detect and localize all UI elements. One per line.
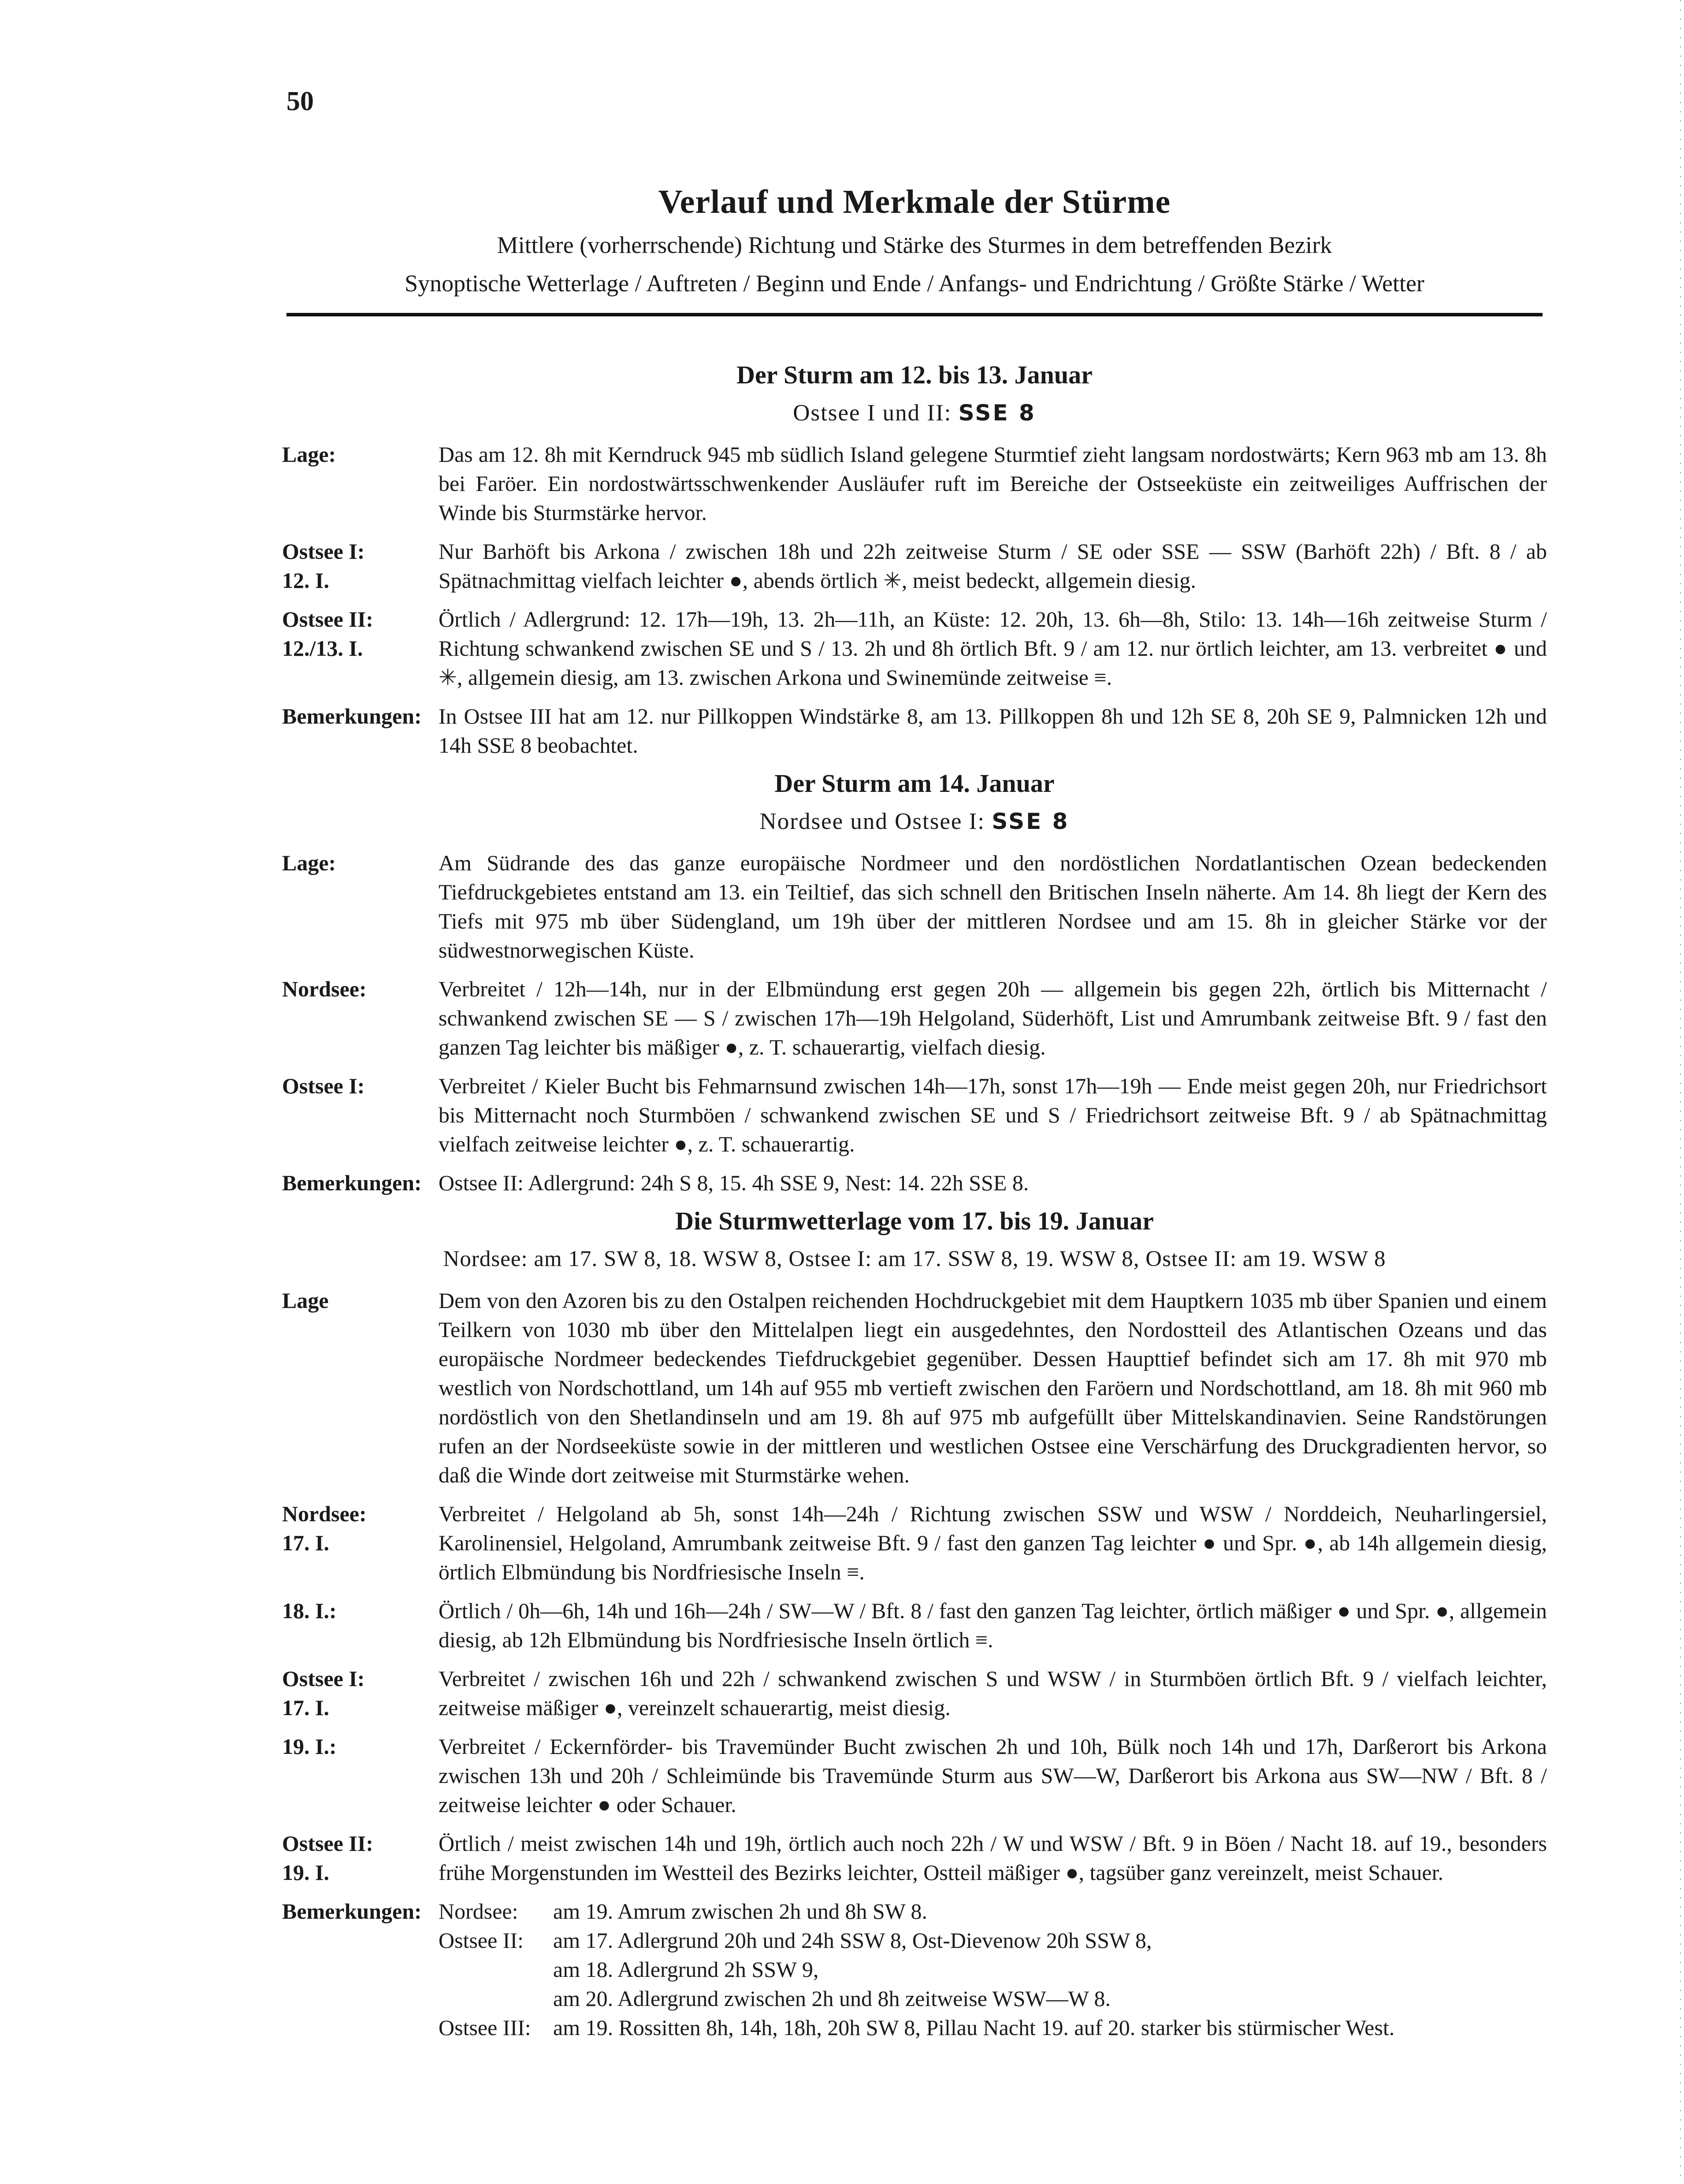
entry-text: Örtlich / 0h—6h, 14h und 16h—24h / SW—W / Bft. 8 / fast den ganzen Tag leichter, örtlich mäßiger ● und Spr. ●, allgemein diesig, ab 12h Elbmündung bis Nordfriesische Inseln örtlich ≡. (439, 1598, 1547, 1652)
entry-ostsee-1-19 (282, 1732, 1547, 1819)
entry-text: Nur Barhöft bis Arkona / zwischen 18h und 22h zeitweise Sturm / SE oder SSE — SSW (Barhöft 22h) / Bft. 8 / ab Spätnachmittag vielfach leichter ●, abends örtlich ✳, meist bedeckt, allgemein diesig. (439, 539, 1547, 593)
entry-label: Lage (282, 1288, 329, 1313)
entry-label: Ostsee I: 12. I. (282, 539, 365, 593)
remark-text: am 17. Adlergrund 20h und 24h SSW 8, Ost-Dievenow 20h SSW 8, (553, 1928, 1152, 1953)
remark-region: Nordsee: (439, 1899, 518, 1924)
remark-text: am 19. Rossitten 8h, 14h, 18h, 20h SW 8, Pillau Nacht 19. auf 20. starker bis stürmischer West. (553, 2015, 1395, 2040)
remark-line: am 20. Adlergrund zwischen 2h und 8h zeitweise WSW—W 8. (553, 1986, 1111, 2011)
region-label: Nordsee und Ostsee I: (759, 809, 992, 834)
page-subtitle-2: Synoptische Wetterlage / Auftreten / Beginn und Ende / Anfangs- und Endrichtung / Größte Stärke / Wetter (405, 270, 1424, 297)
storm-strength: SSE 8 (992, 809, 1070, 834)
entry-bemerkungen (282, 702, 1547, 760)
storm-section-3 (282, 1202, 1547, 2042)
section-title: Die Sturmwetterlage vom 17. bis 19. Januar (675, 1207, 1154, 1235)
entry-text: Verbreitet / zwischen 16h und 22h / schwankend zwischen S und WSW / in Sturmböen örtlich Bft. 9 / vielfach leichter, zeitweise mäßiger ●, vereinzelt schauerartig, meist diesig. (439, 1666, 1547, 1720)
entry-text: Verbreitet / Helgoland ab 5h, sonst 14h—24h / Richtung zwischen SSW und WSW / Norddeich, Neuharlingersiel, Karolinensiel, Helgoland, Amrumbank zeitweise Bft. 9 / fast den ganzen Tag leichter ● und Spr. ●, ab 14h allgemein diesig, örtlich Elbmündung bis Nordfriesische Inseln ≡. (439, 1501, 1547, 1584)
entry-text: In Ostsee III hat am 12. nur Pillkoppen Windstärke 8, am 13. Pillkoppen 8h und 12h SE 8, 20h SE 9, Palmnicken 12h und 14h SSE 8 beobachtet. (439, 704, 1547, 758)
entry-label: 19. I.: (282, 1734, 337, 1759)
entry-text: Am Südrande des das ganze europäische Nordmeer und den nordöstlichen Nordatlantischen Ozean bedeckenden Tiefdruckgebietes entstand am 13. ein Teiltief, das sich schnell den Britischen Inseln näherte. Am 14. 8h liegt der Kern des Tiefs mit 975 mb über Südengland, um 19h über der mittleren Nordsee und am 15. 8h in gleicher Stärke vor der südwestnorwegischen Küste. (439, 851, 1547, 962)
entry-label: Ostsee I: 17. I. (282, 1666, 365, 1720)
section-region (282, 394, 1547, 432)
page-number: 50 (286, 86, 314, 116)
entry-ostsee-2 (282, 605, 1547, 692)
section-region: Nordsee: am 17. SW 8, 18. WSW 8, Ostsee I: am 17. SSW 8, 19. WSW 8, Ostsee II: am 19. WSW 8 (443, 1247, 1386, 1271)
entry-ostsee-1-17 (282, 1664, 1547, 1722)
header-rule (286, 313, 1543, 316)
entry-label: Lage: (282, 442, 336, 467)
entry-text: Ostsee II: Adlergrund: 24h S 8, 15. 4h SSE 9, Nest: 14. 22h SSE 8. (439, 1170, 1029, 1195)
entry-text: Das am 12. 8h mit Kerndruck 945 mb südlich Island gelegene Sturmtief zieht langsam nordostwärts; Kern 963 mb am 13. 8h bei Faröer. Ein nordostwärtsschwenkender Ausläufer ruft im Bereiche der Ostseeküste ein zeitweiliges Auffrischen der Winde bis Sturmstärke hervor. (439, 442, 1547, 525)
remark-region: Ostsee II: (439, 1928, 524, 1953)
entry-nordsee-18 (282, 1596, 1547, 1654)
remarks-block (282, 1897, 1547, 2042)
entry-label: Nordsee: (282, 977, 367, 1001)
storm-section-2 (282, 765, 1547, 1207)
entry-label: Nordsee: 17. I. (282, 1501, 367, 1555)
entry-label: Lage: (282, 851, 336, 875)
entry-text: Dem von den Azoren bis zu den Ostalpen reichenden Hochdruckgebiet mit dem Hauptkern 1035 mb über Spanien und einem Teilkern von 1030 mb über den Mittelalpen liegt ein ausgedehntes, den Nordostteil des Atlantischen Ozeans und das europäische Nordmeer bedeckendes Tiefdruckgebiet gegenüber. Dessen Haupttief befindet sich am 17. 8h mit 970 mb westlich von Nordschottland, um 14h auf 955 mb vertieft zwischen den Faröern und Nordschottland, am 18. 8h mit 960 mb nordöstlich von den Shetlandinseln und am 19. 8h auf 975 mb aufgefüllt über Mittelskandinavien. Seine Randstörungen rufen an der Nordseeküste sowie in der mittleren und westlichen Ostsee eine Verschärfung des Druckgradienten hervor, so daß die Winde dort zeitweise mit Sturmstärke wehen. (439, 1288, 1547, 1487)
entry-label: Bemerkungen: (282, 1170, 422, 1195)
section-title: Der Sturm am 12. bis 13. Januar (736, 360, 1093, 389)
region-label: Ostsee I und II: (793, 400, 959, 426)
entry-label: Bemerkungen: (282, 704, 422, 728)
entry-text: Verbreitet / 12h—14h, nur in der Elbmündung erst gegen 20h — allgemein bis gegen 22h, örtlich bis Mitternacht / schwankend zwischen SE — S / zwischen 17h—19h Helgoland, Süderhöft, List und Amrumbank zeitweise Bft. 9 / fast den ganzen Tag leichter bis mäßiger ●, z. T. schauerartig, vielfach diesig. (439, 977, 1547, 1059)
entry-label: Ostsee II: 19. I. (282, 1831, 373, 1885)
storm-strength: SSE 8 (958, 400, 1036, 426)
entry-text: Verbreitet / Kieler Bucht bis Fehmarnsund zwischen 14h—17h, sonst 17h—19h — Ende meist gegen 20h, nur Friedrichsort bis Mitternacht noch Sturmböen / schwankend zwischen SE und S / Friedrichsort zeitweise Bft. 9 / ab Spätnachmittag vielfach zeitweise leichter ●, z. T. schauerartig. (439, 1073, 1547, 1156)
entry-nordsee (282, 974, 1547, 1062)
section-region (282, 802, 1547, 840)
entry-lage (282, 440, 1547, 527)
page-title: Verlauf und Merkmale der Stürme (658, 183, 1171, 220)
remark-line: am 18. Adlergrund 2h SSW 9, (553, 1957, 819, 1982)
entry-label: Ostsee II: 12./13. I. (282, 607, 373, 661)
entry-bemerkungen (282, 1168, 1547, 1197)
remark-region: Ostsee III: (439, 2015, 531, 2040)
remark-ostsee-3 (282, 2013, 1547, 2042)
remark-ostsee-2 (282, 1926, 1547, 1955)
entry-text: Örtlich / Adlergrund: 12. 17h—19h, 13. 2h—11h, an Küste: 12. 20h, 13. 6h—8h, Stilo: 13. 14h—16h zeitweise Sturm / Richtung schwankend zwischen SE und S / 13. 2h und 8h örtlich Bft. 9 / am 12. nur örtlich leichter, am 13. verbreitet ● und ✳, allgemein diesig, am 13. zwischen Arkona und Swinemünde zeitweise ≡. (439, 607, 1547, 690)
page-subtitle-1: Mittlere (vorherrschende) Richtung und Stärke des Sturmes in dem betreffenden Bezirk (497, 232, 1332, 258)
section-title: Der Sturm am 14. Januar (774, 769, 1055, 798)
entry-label: Ostsee I: (282, 1073, 365, 1098)
entry-text: Örtlich / meist zwischen 14h und 19h, örtlich auch noch 22h / W und WSW / Bft. 9 in Böen / Nacht 18. auf 19., besonders frühe Morgenstunden im Westteil des Bezirks leichter, Ostteil mäßiger ●, tagsüber ganz vereinzelt, meist Schauer. (439, 1831, 1547, 1885)
scan-edge-marks (1671, 0, 1684, 2184)
entry-nordsee-17 (282, 1499, 1547, 1586)
entry-ostsee-1 (282, 1071, 1547, 1159)
remark-nordsee (282, 1897, 1547, 1926)
entry-text: Verbreitet / Eckernförder- bis Travemünder Bucht zwischen 2h und 10h, Bülk noch 14h und 17h, Darßerort bis Arkona zwischen 13h und 20h / Schleimünde bis Travemünde Sturm aus SW—W, Darßerort bis Arkona aus SW—NW / Bft. 8 / zeitweise leichter ● oder Schauer. (439, 1734, 1547, 1817)
entry-ostsee-2-19 (282, 1829, 1547, 1887)
entry-lage (282, 848, 1547, 965)
entry-label: 18. I.: (282, 1598, 337, 1623)
remark-text: am 19. Amrum zwischen 2h und 8h SW 8. (553, 1899, 927, 1924)
entry-lage (282, 1286, 1547, 1489)
storm-section-1 (282, 356, 1547, 769)
entry-ostsee-1 (282, 537, 1547, 595)
remarks-label: Bemerkungen: (282, 1899, 422, 1924)
